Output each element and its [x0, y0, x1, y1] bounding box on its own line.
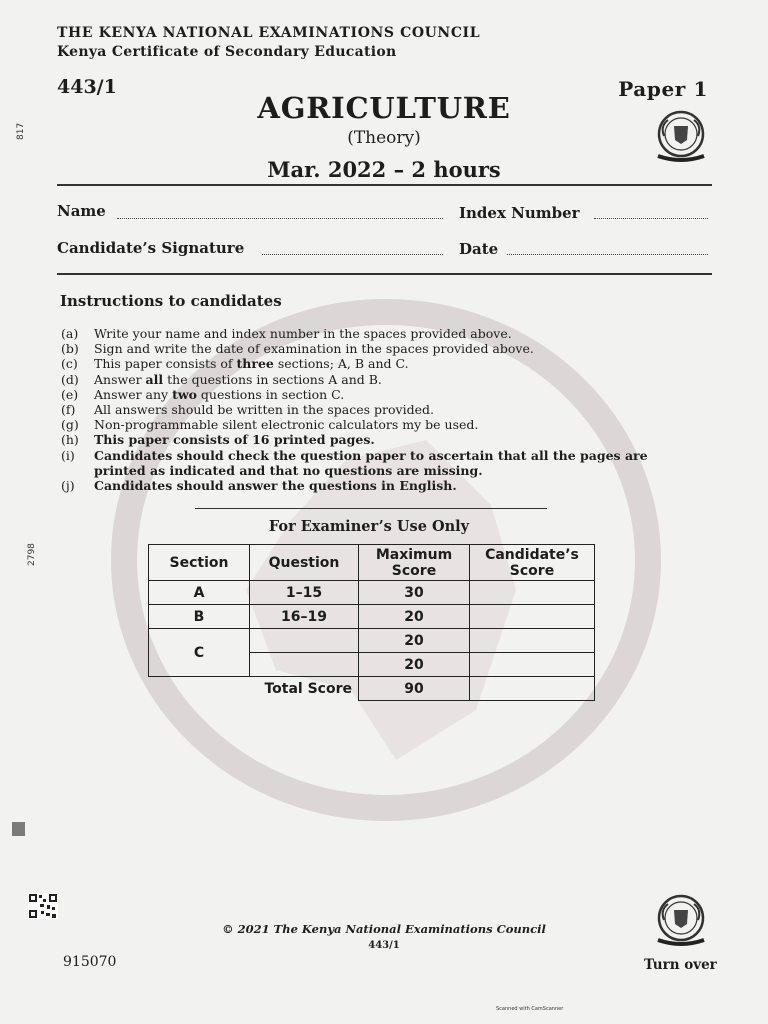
list-item	[61, 387, 661, 402]
row-a-section: A	[149, 581, 250, 605]
name-field[interactable]	[117, 218, 443, 219]
row-a-candidate-score[interactable]	[470, 581, 595, 605]
instruction-label: (a)	[61, 326, 79, 341]
instruction-text-part: the questions in sections A and B.	[163, 371, 382, 387]
exam-date-duration: Mar. 2022 – 2 hours	[267, 157, 501, 182]
date-field[interactable]	[507, 254, 708, 255]
header-max-score: Maximum Score	[359, 545, 470, 581]
total-candidate-score[interactable]	[470, 677, 595, 701]
table-row	[149, 581, 595, 605]
name-label: Name	[57, 202, 106, 220]
coat-of-arms-footer-icon	[650, 890, 712, 952]
header-section: Section	[149, 545, 250, 581]
row-c2-max: 20	[359, 653, 470, 677]
instruction-text	[94, 417, 661, 432]
table-row	[149, 605, 595, 629]
row-a-max: 30	[359, 581, 470, 605]
row-a-question: 1–15	[250, 581, 359, 605]
paper-number: Paper 1	[618, 77, 708, 101]
instruction-label: (f)	[61, 402, 76, 418]
margin-number-middle: 2798	[27, 543, 37, 566]
instructions-title: Instructions to candidates	[60, 292, 282, 310]
examiner-score-table	[148, 544, 595, 701]
row-c-section: C	[149, 629, 250, 677]
instruction-text	[94, 372, 661, 387]
row-c1-question	[250, 629, 359, 653]
scan-marker	[12, 822, 25, 836]
list-item	[61, 356, 661, 371]
instruction-label: (i)	[61, 447, 75, 463]
instruction-text	[94, 326, 661, 341]
list-item	[61, 478, 661, 493]
instruction-text	[94, 478, 661, 493]
signature-label: Candidate’s Signature	[57, 239, 245, 257]
row-c2-question	[250, 653, 359, 677]
list-item	[61, 372, 661, 387]
instruction-label: (d)	[61, 371, 79, 387]
paper-code: 443/1	[57, 76, 117, 98]
subject-title: AGRICULTURE	[257, 91, 511, 125]
list-item	[61, 448, 661, 478]
instruction-text	[94, 448, 661, 478]
instruction-text	[94, 402, 661, 417]
instruction-text-part: Answer any	[94, 386, 173, 402]
instruction-text	[94, 341, 661, 356]
fields-divider	[57, 273, 712, 275]
row-c1-candidate-score[interactable]	[470, 629, 595, 653]
table-row	[149, 629, 595, 653]
total-max-score: 90	[359, 677, 470, 701]
index-number-label: Index Number	[459, 204, 580, 222]
header-question: Question	[250, 545, 359, 581]
instruction-label: (e)	[61, 386, 79, 402]
instruction-emphasis: all	[145, 371, 164, 387]
instruction-text-part: Non-programmable silent electronic calculators my be used.	[94, 417, 479, 433]
row-b-question: 16–19	[250, 605, 359, 629]
row-c1-max: 20	[359, 629, 470, 653]
signature-field[interactable]	[262, 254, 443, 255]
date-label: Date	[459, 240, 499, 258]
row-c2-candidate-score[interactable]	[470, 653, 595, 677]
index-number-field[interactable]	[594, 218, 708, 219]
instruction-label: (c)	[61, 356, 78, 372]
serial-number: 915070	[63, 954, 117, 970]
list-item	[61, 432, 661, 447]
instruction-emphasis: three	[236, 356, 274, 372]
header-candidate-score: Candidate’s Score	[470, 545, 595, 581]
copyright-notice: © 2021 The Kenya National Examinations Council	[222, 922, 546, 936]
instruction-text-part: Sign and write the date of examination in the spaces provided above.	[94, 341, 534, 357]
instruction-text	[94, 387, 661, 402]
instruction-label: (j)	[61, 478, 75, 494]
certificate-name: Kenya Certificate of Secondary Education	[57, 44, 397, 60]
total-score-label: Total Score	[264, 680, 352, 697]
qr-code-icon	[28, 893, 58, 919]
instructions-list	[61, 326, 661, 493]
row-b-candidate-score[interactable]	[470, 605, 595, 629]
instruction-text-part: All answers should be written in the spaces provided.	[94, 402, 434, 418]
list-item	[61, 417, 661, 432]
list-item	[61, 326, 661, 341]
council-name: THE KENYA NATIONAL EXAMINATIONS COUNCIL	[57, 25, 481, 41]
instruction-text-part: Candidates should answer the questions in English.	[94, 478, 457, 494]
row-b-section: B	[149, 605, 250, 629]
instruction-text	[94, 356, 661, 371]
instruction-text-part: Candidates should check the question paper to ascertain that all the pages are printed as indicated and that no questions are missing.	[94, 447, 648, 478]
scanner-credit: Scanned with CamScanner	[496, 1006, 564, 1012]
instruction-label: (g)	[61, 417, 79, 433]
instruction-text-part: This paper consists of	[94, 356, 237, 372]
instruction-text-part: Answer	[94, 371, 146, 387]
instruction-text	[94, 432, 661, 447]
table-row	[149, 677, 595, 701]
turn-over-label: Turn over	[644, 957, 717, 973]
margin-number-top: 817	[16, 122, 26, 140]
paper-type: (Theory)	[347, 128, 421, 148]
examiner-table-title: For Examiner’s Use Only	[268, 518, 470, 535]
instruction-label: (b)	[61, 341, 79, 357]
instruction-text-part: This paper consists of 16 printed pages.	[94, 432, 375, 448]
list-item	[61, 341, 661, 356]
instructions-divider	[195, 508, 547, 509]
instruction-text-part: questions in section C.	[196, 386, 345, 402]
list-item	[61, 402, 661, 417]
instruction-text-part: Write your name and index number in the spaces provided above.	[94, 326, 512, 341]
row-b-max: 20	[359, 605, 470, 629]
header-divider	[57, 184, 712, 186]
footer-paper-code: 443/1	[368, 940, 400, 951]
instruction-emphasis: two	[172, 386, 197, 402]
instruction-text-part: sections; A, B and C.	[273, 356, 409, 372]
instruction-label: (h)	[61, 432, 79, 448]
